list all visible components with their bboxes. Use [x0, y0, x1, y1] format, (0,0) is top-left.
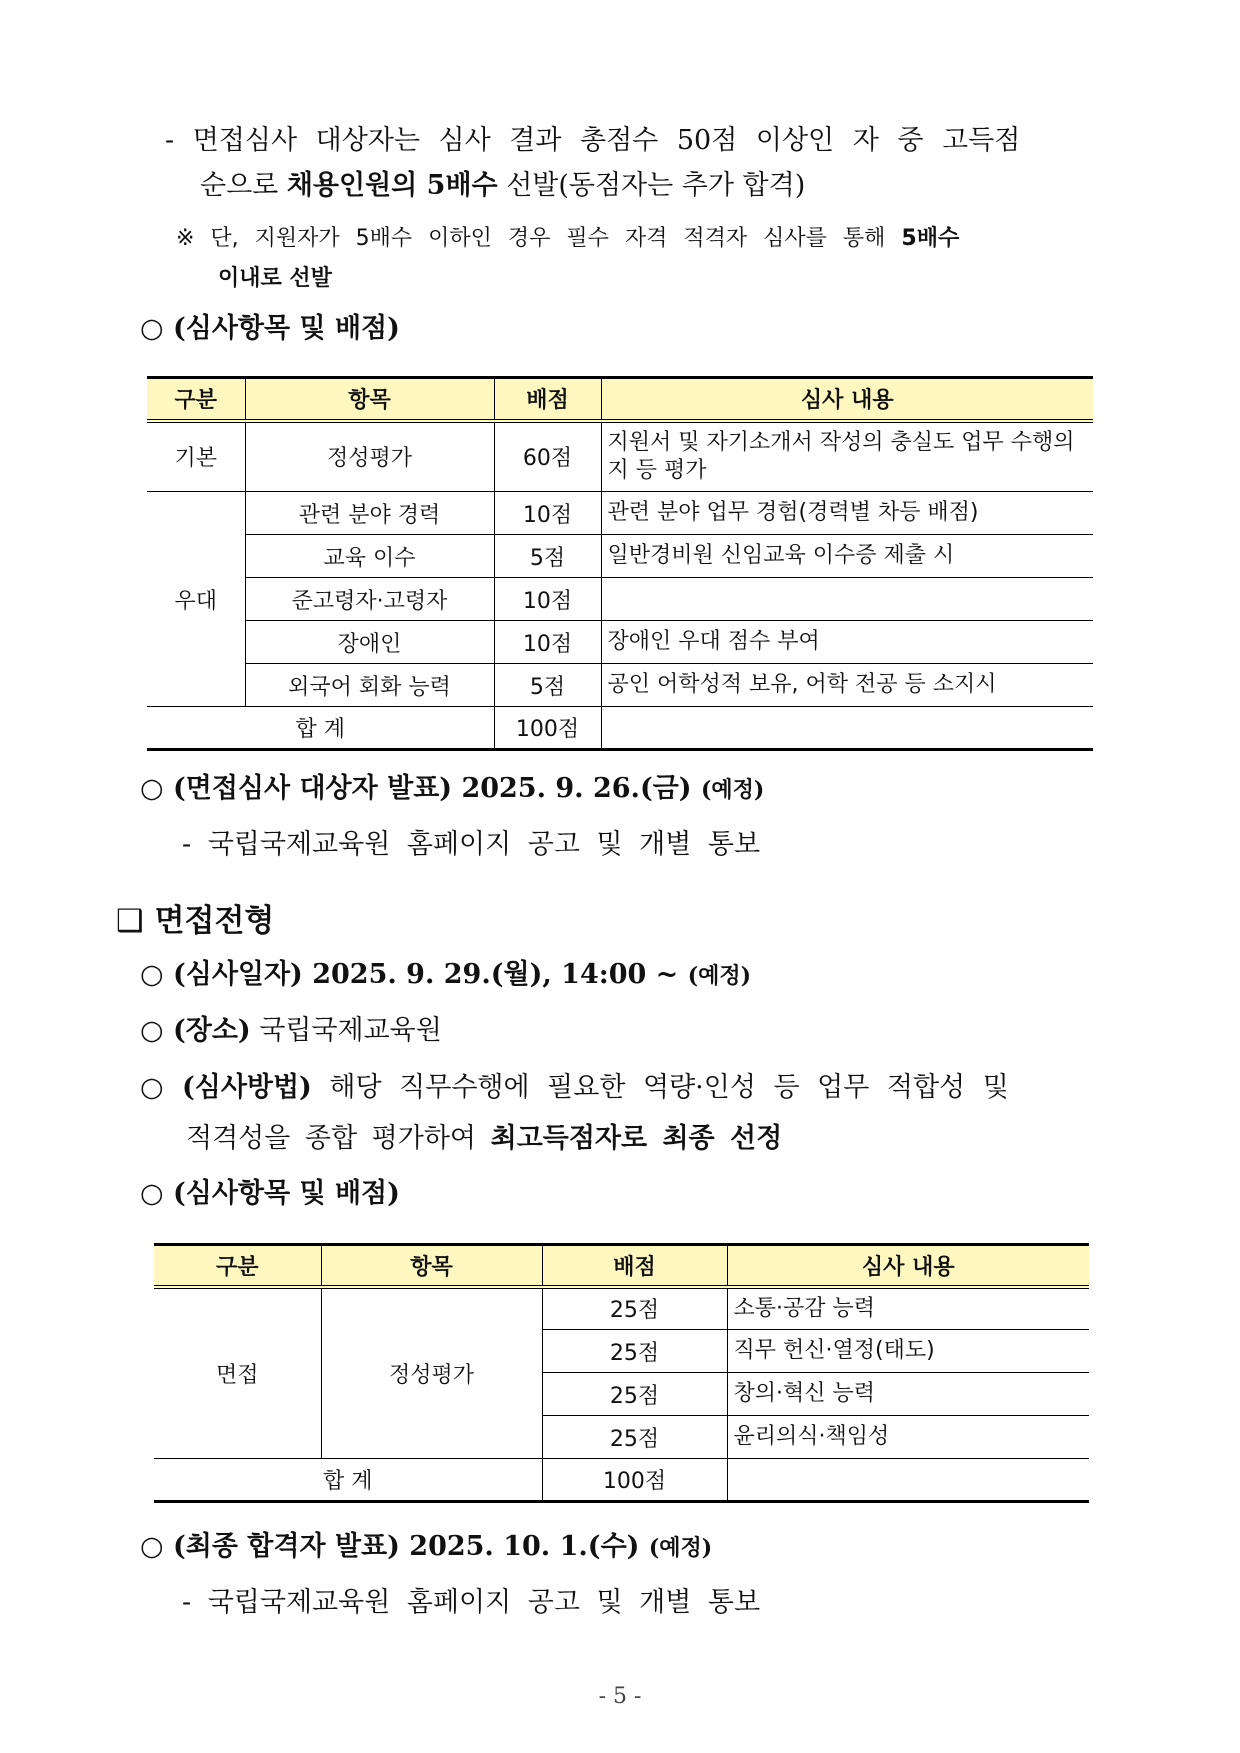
intro-line1: - 면접심사 대상자는 심사 결과 총점수 50점 이상인 자 중 고득점 [165, 125, 1021, 156]
item: 정성평가 [245, 421, 494, 492]
exam-method-line2 [186, 1122, 782, 1156]
tentative: (예정) [687, 963, 752, 989]
header-item: 항목 [245, 378, 494, 421]
score: 5점 [494, 535, 601, 578]
content [601, 578, 1093, 621]
content: 창의·혁신 능력 [727, 1373, 1089, 1416]
emphasis: 채용인원의 5배수 [286, 170, 498, 201]
score: 5점 [494, 664, 601, 707]
score: 25점 [542, 1373, 727, 1416]
content: 장애인 우대 점수 부여 [601, 621, 1093, 664]
total-score: 100점 [494, 707, 601, 750]
announce-final-sub: - 국립국제교육원 홈페이지 공고 및 개별 통보 [182, 1587, 761, 1618]
total-label: 합 계 [147, 707, 494, 750]
text: ○ (심사일자) 2025. 9. 29.(월), 14:00 ~ [140, 959, 688, 990]
score: 10점 [494, 492, 601, 535]
total-score: 100점 [542, 1459, 727, 1502]
section-heading-2: ○ (심사항목 및 배점) [140, 1178, 400, 1209]
text: ※ 단, 지원자가 5배수 이하인 경우 필수 자격 적격자 심사를 통해 [176, 226, 902, 251]
category: 면접 [154, 1287, 321, 1459]
total-label: 합 계 [154, 1459, 542, 1502]
header-score: 배점 [494, 378, 601, 421]
score: 10점 [494, 578, 601, 621]
score: 60점 [494, 421, 601, 492]
title: 면접전형 [154, 903, 275, 939]
value: 국립국제교육원 [250, 1015, 442, 1046]
tentative: (예정) [648, 1535, 713, 1561]
text: 순으로 [200, 170, 287, 201]
checkbox-square-icon: ❑ [116, 903, 144, 939]
text: 해당 직무수행에 필요한 역량·인성 등 업무 적합성 및 [311, 1072, 1009, 1103]
score: 10점 [494, 621, 601, 664]
score: 25점 [542, 1287, 727, 1330]
score-table-1 [147, 376, 1093, 751]
header-score: 배점 [542, 1245, 727, 1287]
item: 정성평가 [321, 1287, 542, 1459]
content: 윤리의식·책임성 [727, 1416, 1089, 1459]
header-category: 구분 [147, 378, 245, 421]
section-heading: ○ (심사항목 및 배점) [140, 313, 400, 344]
tentative: (예정) [700, 777, 765, 803]
text: 선발(동점자는 추가 합격) [497, 170, 806, 201]
item: 장애인 [245, 621, 494, 664]
item: 교육 이수 [245, 535, 494, 578]
content: 직무 헌신·열정(태도) [727, 1330, 1089, 1373]
intro-line2 [200, 169, 805, 203]
page-number: - 5 - [598, 1684, 642, 1709]
header-item: 항목 [321, 1245, 542, 1287]
content: 지원서 및 자기소개서 작성의 충실도 업무 수행의지 등 평가 [601, 421, 1093, 492]
section-title [116, 895, 274, 940]
emphasis: 최고득점자로 최종 선정 [490, 1123, 783, 1154]
text: ○ (면접심사 대상자 발표) 2025. 9. 26.(금) [140, 773, 701, 804]
item: 관련 분야 경력 [245, 492, 494, 535]
exam-method-line1 [140, 1071, 1009, 1105]
category: 기본 [147, 421, 245, 492]
exam-date [140, 958, 751, 993]
header-content: 심사 내용 [601, 378, 1093, 421]
exam-place [140, 1014, 442, 1048]
emphasis: 5배수 [901, 226, 960, 251]
label: ○ (장소) [140, 1015, 251, 1046]
score-table-2 [154, 1243, 1089, 1503]
content: 관련 분야 업무 경험(경력별 차등 배점) [601, 492, 1093, 535]
content: 일반경비원 신임교육 이수증 제출 시 [601, 535, 1093, 578]
score: 25점 [542, 1330, 727, 1373]
content: 공인 어학성적 보유, 어학 전공 등 소지시 [601, 664, 1093, 707]
text: 적격성을 종합 평가하여 [186, 1123, 491, 1154]
note-line1 [176, 222, 959, 256]
header-content: 심사 내용 [727, 1245, 1089, 1287]
announce-final [140, 1530, 712, 1565]
text: ○ (최종 합격자 발표) 2025. 10. 1.(수) [140, 1531, 649, 1562]
score: 25점 [542, 1416, 727, 1459]
announce-sub: - 국립국제교육원 홈페이지 공고 및 개별 통보 [182, 829, 761, 860]
announce-interview-list [140, 772, 764, 807]
label: ○ (심사방법) [140, 1072, 312, 1103]
empty-cell [727, 1459, 1089, 1502]
item: 준고령자·고령자 [245, 578, 494, 621]
content: 소통·공감 능력 [727, 1287, 1089, 1330]
category: 우대 [147, 492, 245, 707]
header-category: 구분 [154, 1245, 321, 1287]
item: 외국어 회화 능력 [245, 664, 494, 707]
empty-cell [601, 707, 1093, 750]
note-line2: 이내로 선발 [218, 266, 332, 291]
